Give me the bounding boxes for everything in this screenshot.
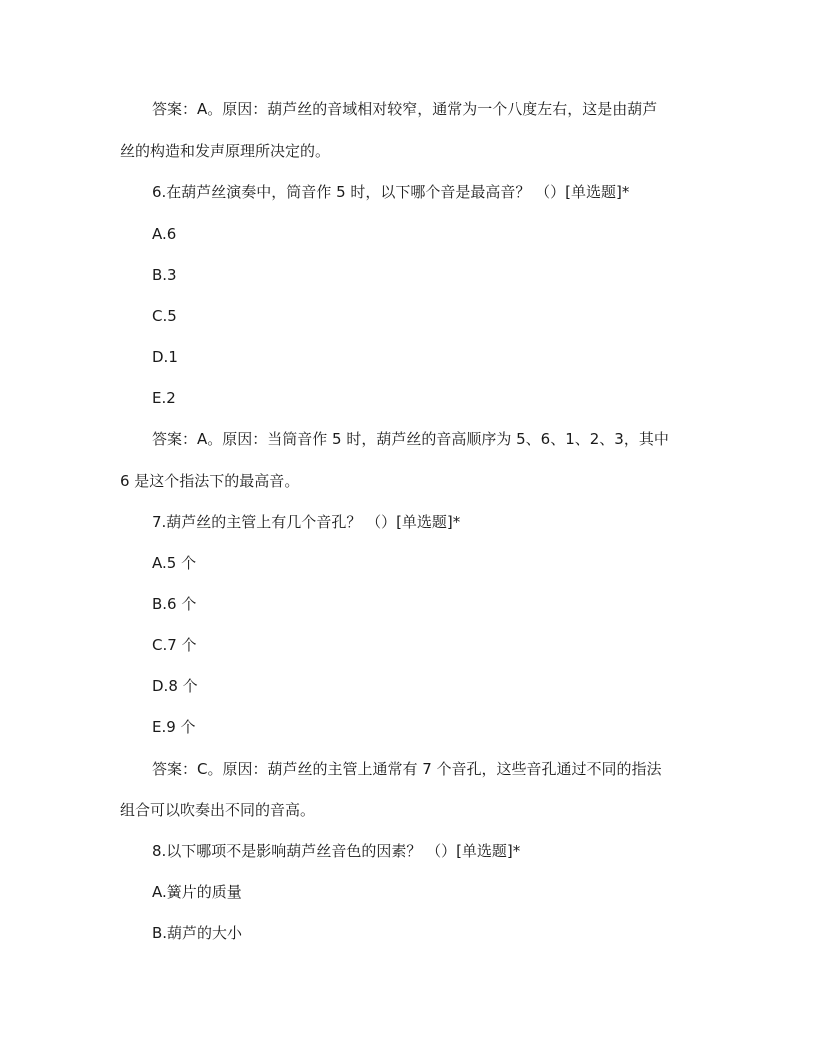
question-8-option-a: A.簧片的质量 [152, 883, 242, 901]
question-7-option-a: A.5 个 [152, 554, 197, 572]
question-6-option-c: C.5 [152, 307, 177, 325]
question-6-option-e: E.2 [152, 389, 176, 407]
question-7-option-b: B.6 个 [152, 595, 197, 613]
question-6-option-d: D.1 [152, 348, 178, 366]
answer-5-line-1: 答案：A。原因：葫芦丝的音域相对较窄，通常为一个八度左右，这是由葫芦 [152, 100, 658, 118]
question-7: 7.葫芦丝的主管上有几个音孔？ （）[单选题]* [152, 513, 461, 531]
answer-7-line-1: 答案：C。原因：葫芦丝的主管上通常有 7 个音孔，这些音孔通过不同的指法 [152, 760, 662, 778]
answer-5-line-2: 丝的构造和发声原理所决定的。 [120, 142, 331, 160]
answer-6-line-1: 答案：A。原因：当筒音作 5 时，葫芦丝的音高顺序为 5、6、1、2、3，其中 [152, 430, 669, 448]
question-6: 6.在葫芦丝演奏中，筒音作 5 时，以下哪个音是最高音？ （）[单选题]* [152, 183, 630, 201]
question-7-option-e: E.9 个 [152, 718, 196, 736]
question-8: 8.以下哪项不是影响葫芦丝音色的因素？ （）[单选题]* [152, 842, 521, 860]
question-7-option-d: D.8 个 [152, 677, 198, 695]
answer-6-line-2: 6 是这个指法下的最高音。 [120, 472, 300, 490]
answer-7-line-2: 组合可以吹奏出不同的音高。 [120, 801, 316, 819]
question-6-option-b: B.3 [152, 266, 177, 284]
question-7-option-c: C.7 个 [152, 636, 197, 654]
question-6-option-a: A.6 [152, 225, 177, 243]
question-8-option-b: B.葫芦的大小 [152, 924, 243, 942]
